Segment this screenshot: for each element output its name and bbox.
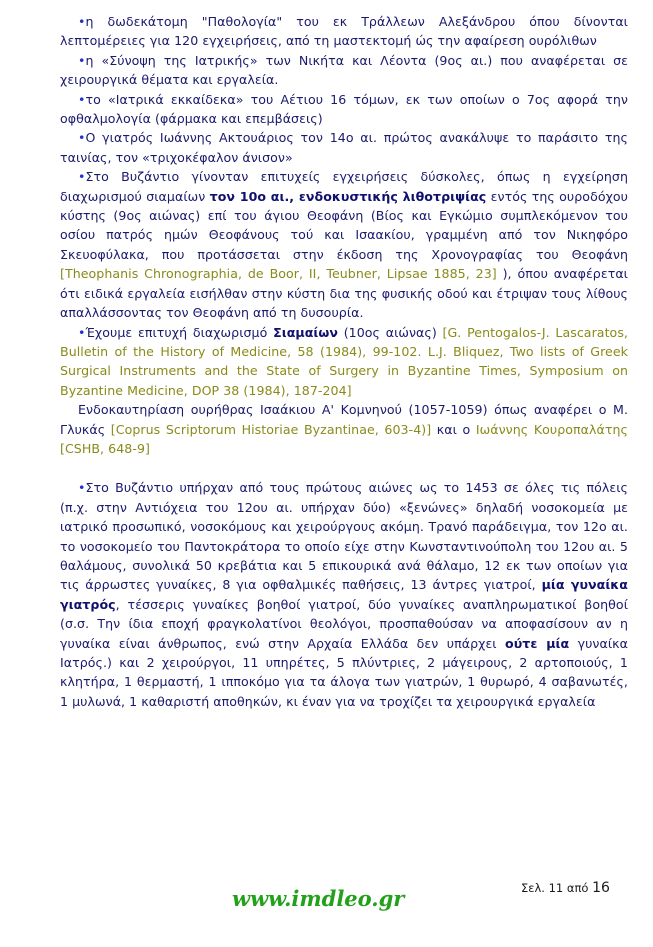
website-footer-link[interactable]: www.imdleo.gr bbox=[232, 886, 405, 911]
page-total: 16 bbox=[592, 880, 610, 896]
bullet-icon: • bbox=[78, 324, 86, 340]
text-run: , τέσσερις γυναίκες βοηθοί γιατροί, δύο γυναίκες αναπληρωματικοί βοηθοί (σ.σ. Την ίδια εποχή φραγκολατίνοι θεολόγοι, προσπαθούσαν να αποφασίσουν αν η γυναίκα είναι άνθρωπος, ενώ στην Αρχαία Ελλάδα δεν υπάρχει bbox=[60, 596, 628, 651]
citation-text: [Coprus Scriptorum Historiae Byzantinae, 603-4)] bbox=[110, 421, 432, 437]
text-run: εντός της ουροδόχου κύστης (9ος αιώνας) επί του άγιου Θεοφάνη (Βίος και Εγκώμιο συμπλεκόμενον του οσίου πατρός ημών Θεοφάνους τού και Ισαακίου, γραμμένη από τον Νικηφόρο Σκευοφύλακα, που προτάσσεται στην έκδοση της Χρονογραφίας του Θεοφάνη bbox=[60, 188, 628, 262]
text-run: γυναίκα Ιατρός.) και 2 χειρούργοι, 11 υπηρέτες, 5 πλύντριες, 2 μάγειρους, 2 αρτοποιούς, 1 κλητήρα, 1 θερμαστή, 1 ιπποκόμο για τα άλογα των γιατρών, 1 θυρωρό, 4 σαβανωτές, 1 μυλωνά, 1 καθαριστή αποθηκών, κι έναν για να τροχίζει τα χειρουργικά εργαλεία bbox=[60, 635, 628, 709]
bold-text: τον 10ο αι., ενδοκυστικής λιθοτριψίας bbox=[209, 188, 487, 204]
bullet-icon: • bbox=[78, 480, 86, 496]
paragraph bbox=[60, 12, 628, 51]
citation-text: [G. Pentogalos-J. Lascaratos, Bulletin of the History of Medicine, 58 (1984), 99-102. L.J. Bliquez, Two lists of Greek Surgical Instruments and the State of Surgery in Byzantine Times, Symposium on Byzantine Medicine, DOP 38 (1984), 187-204] bbox=[60, 324, 628, 398]
text-run: το «Ιατρικά εκκαίδεκα» του Αέτιου 16 τόμων, εκ των οποίων ο 7ος αφορά την οφθαλμολογία (φάρμακα και επεμβάσεις) bbox=[60, 91, 628, 127]
bullet-icon: • bbox=[78, 130, 86, 146]
document-body bbox=[60, 12, 628, 711]
bullet-icon: • bbox=[78, 169, 86, 185]
text-run: η δωδεκάτομη "Παθολογία" του εκ Τράλλεων Αλεξάνδρου όπου δίνονται λεπτομέρειες για 120 εγχειρήσεις, από τη μαστεκτομή ώς την αφαίρεση ουρόλιθων bbox=[60, 14, 628, 49]
page-label: Σελ. 11 από bbox=[521, 881, 593, 895]
paragraph-gap bbox=[60, 458, 628, 478]
page-number bbox=[521, 880, 610, 896]
text-run: ), όπου αναφέρεται ότι ειδικά εργαλεία εισήλθαν στην κύστη δια της φυσικής οδού και έτριψαν τους λίθους απαλλάσσοντας τον Θεοφάνη από τη δυσουρία. bbox=[60, 266, 628, 321]
paragraph bbox=[60, 167, 628, 322]
paragraph bbox=[60, 323, 628, 401]
citation-text: Ιωάννης Κουροπαλάτης [CSHB, 648-9] bbox=[60, 421, 628, 456]
text-run: η «Σύνοψη της Ιατρικής» των Νικήτα και Λέοντα (9ος αι.) που αναφέρεται σε χειρουργικά θέματα και εργαλεία. bbox=[60, 52, 628, 88]
bullet-icon: • bbox=[78, 91, 86, 107]
paragraph bbox=[60, 128, 628, 167]
paragraph bbox=[60, 478, 628, 711]
text-run: Στο Βυζάντιο γίνονταν επιτυχείς εγχειρήσεις δύσκολες, όπως η εγχείρηση διαχωρισμού σιαμαίων bbox=[60, 169, 628, 204]
bullet-icon: • bbox=[78, 14, 86, 29]
bold-text: ούτε μία bbox=[505, 635, 570, 651]
text-run: Ενδοκαυτηρίαση ουρήθρας Ισαάκιου Α' Κομνηνού (1057-1059) όπως αναφέρει ο Μ. Γλυκάς bbox=[60, 402, 628, 437]
bullet-icon: • bbox=[78, 52, 86, 68]
text-run: Στο Βυζάντιο υπήρχαν από τους πρώτους αιώνες ως το 1453 σε όλες τις πόλεις (π.χ. στην Αντιόχεια του 12ου αι. υπήρχαν δύο) «ξενώνες» δηλαδή νοσοκομεία με ιατρικό προσωπικό, νοσοκόμους και χειρούργους ακόμη. Τρανό παράδειγμα, τον 12ο αι. το νοσοκομείο του Παντοκράτορα το οποίο είχε στην Κωνσταντινούπολη του 12ου αι. 5 θαλάμους, συνολικά 50 κρεβάτια και 5 επικουρικά ανά θάλαμο, 12 εκ των οποίων για τις άρρωστες γυναίκες, 8 για οφθαλμικές παθήσεις, 13 άντρες γιατροί, bbox=[60, 480, 628, 593]
bold-text: Σιαμαίων bbox=[273, 324, 338, 340]
text-run: (10ος αιώνας) bbox=[338, 324, 443, 340]
text-run: και ο bbox=[431, 421, 476, 437]
citation-text: [Theophanis Chronographia, de Boor, II, Teubner, Lipsae 1885, 23] bbox=[60, 266, 497, 282]
bold-text: μία γυναίκα γιατρός bbox=[60, 577, 628, 612]
paragraph bbox=[60, 400, 628, 458]
paragraph bbox=[60, 90, 628, 129]
text-run: Ο γιατρός Ιωάννης Ακτουάριος τον 14ο αι. πρώτος ανακάλυψε το παράσιτο της ταινίας, τον «τριχοκέφαλον άνισον» bbox=[60, 130, 628, 165]
text-run: Έχουμε επιτυχή διαχωρισμό bbox=[85, 324, 274, 340]
paragraph bbox=[60, 51, 628, 90]
